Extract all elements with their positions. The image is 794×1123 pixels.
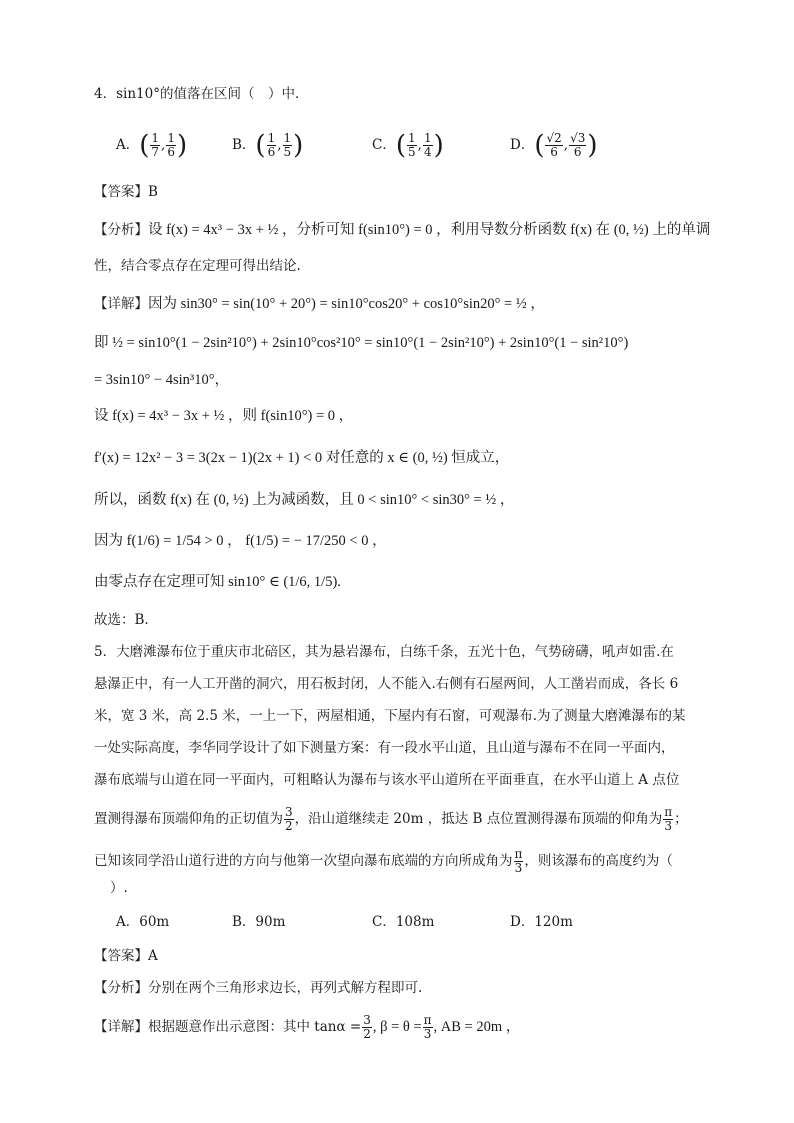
q4-option-a: A．( $\frac{1}{7}$ , $\frac{1}{6}$ )	[116, 130, 188, 161]
q4-detail-line-5: f′(x) = 12x² − 3 = 3(2x − 1)(2x + 1) < 0 对任意的 x ∈ (0, ½) 恒成立，	[94, 450, 510, 466]
q5-stem-line-4: 一处实际高度，李华同学设计了如下测量方案：有一段水平山道，且山道与瀑布不在同一平面内，	[94, 740, 675, 756]
q5-answer	[94, 946, 158, 966]
option-letter: D．	[510, 137, 535, 153]
analysis-tag: 【分析】	[94, 980, 148, 996]
answer-value: A	[148, 948, 158, 964]
q5-option-c: C．108m	[372, 914, 435, 930]
q4-detail-line-6: 所以，函数 f(x) 在 (0, ½) 上为减函数，且 0 < sin10° < sin30° = ½ ，	[94, 492, 515, 508]
answer-tag: 【答案】	[94, 184, 148, 200]
answer-value: B	[148, 184, 158, 200]
q5-stem-line-7: 已知该同学沿山道行进的方向与他第一次望向瀑布底端的方向所成角为 $\frac{\pi}{3}$ ，则该瀑布的高度约为（	[94, 847, 673, 875]
q4-detail-line-1: 【详解】因为 sin30° = sin(10° + 20°) = sin10°cos20° + cos10°sin20° = ½ ，	[94, 296, 545, 312]
q5-option-d: D．120m	[510, 914, 573, 930]
q4-option-c: C．( $\frac{1}{5}$ , $\frac{1}{4}$ )	[372, 130, 444, 161]
q5-option-a: A．60m	[116, 914, 170, 930]
q4-answer	[94, 182, 158, 202]
q5-stem-line-5: 瀑布底端与山道在同一平面内，可粗略认为瀑布与该水平山道所在平面垂直，在水平山道上 A 点位	[94, 772, 680, 788]
q4-detail-line-7: 因为 f(1/6) = 1/54 > 0 ， f(1/5) = − 17/250 < 0 ，	[94, 533, 387, 549]
q5-stem-line-1: 5．大磨滩瀑布位于重庆市北碚区，其为悬岩瀑布，白练千条，五光十色，气势磅礴，吼声如雷.在	[94, 644, 674, 660]
q5-stem-line-8: ）.	[110, 880, 128, 896]
q5-detail: 【详解】根据题意作出示意图：其中 tanα = $\frac{3}{2}$ , β = θ = $\frac{\pi}{3}$ , AB = 20m ，	[94, 1013, 521, 1041]
q5-stem-line-6: 置测得瀑布顶端仰角的正切值为 $\frac{3}{2}$ ，沿山道继续走 20m ，抵达 B 点位置测得瀑布顶端的仰角为 $\frac{\pi}{3}$ ；	[94, 805, 688, 833]
q4-analysis-line-2: 性，结合零点存在定理可得出结论.	[94, 258, 301, 274]
q4-option-b: B．( $\frac{1}{6}$ , $\frac{1}{5}$ )	[232, 130, 304, 161]
option-letter: A．	[116, 137, 140, 153]
q4-detail-line-4: 设 f(x) = 4x³ − 3x + ½ ，则 f(sin10°) = 0 ，	[94, 408, 354, 424]
option-letter: C．	[372, 137, 396, 153]
detail-tag: 【详解】	[94, 1019, 148, 1035]
q5-stem-line-3: 米，宽 3 米，高 2.5 米，一上一下，两屋相通，下屋内有石窗，可观瀑布.为了测量大磨滩瀑布的某	[94, 708, 686, 724]
q4-analysis-line-1: 【分析】设 f(x) = 4x³ − 3x + ½ ，分析可知 f(sin10°) = 0 ，利用导数分析函数 f(x) 在 (0, ½) 上的单调	[94, 222, 711, 238]
q5-analysis: 【分析】分别在两个三角形求边长，再列式解方程即可.	[94, 980, 423, 996]
q5-stem-line-2: 悬瀑正中，有一人工开凿的洞穴，用石板封闭，人不能入.右侧有石屋两间，人工凿岩而成，各长 6	[94, 676, 679, 692]
answer-tag: 【答案】	[94, 948, 148, 964]
q4-conclusion: 故选：B.	[94, 612, 149, 628]
analysis-tag: 【分析】	[94, 222, 148, 238]
q4-detail-line-8: 由零点存在定理可知 sin10° ∈ (1/6, 1/5).	[94, 574, 341, 590]
q5-option-b: B．90m	[232, 914, 286, 930]
q4-detail-line-3: = 3sin10° − 4sin³10°，	[94, 372, 230, 388]
q4-option-d: D．( $\frac{√2}{6}$ , $\frac{√3}{6}$ )	[510, 130, 598, 161]
detail-tag: 【详解】	[94, 296, 148, 312]
q4-detail-line-2: 即 ½ = sin10°(1 − 2sin²10°) + 2sin10°cos²10° = sin10°(1 − 2sin²10°) + 2sin10°(1 − sin²10°)	[94, 335, 629, 351]
option-letter: B．	[232, 137, 256, 153]
q4-stem: 4．sin10°的值落在区间（ ）中．	[94, 86, 309, 102]
